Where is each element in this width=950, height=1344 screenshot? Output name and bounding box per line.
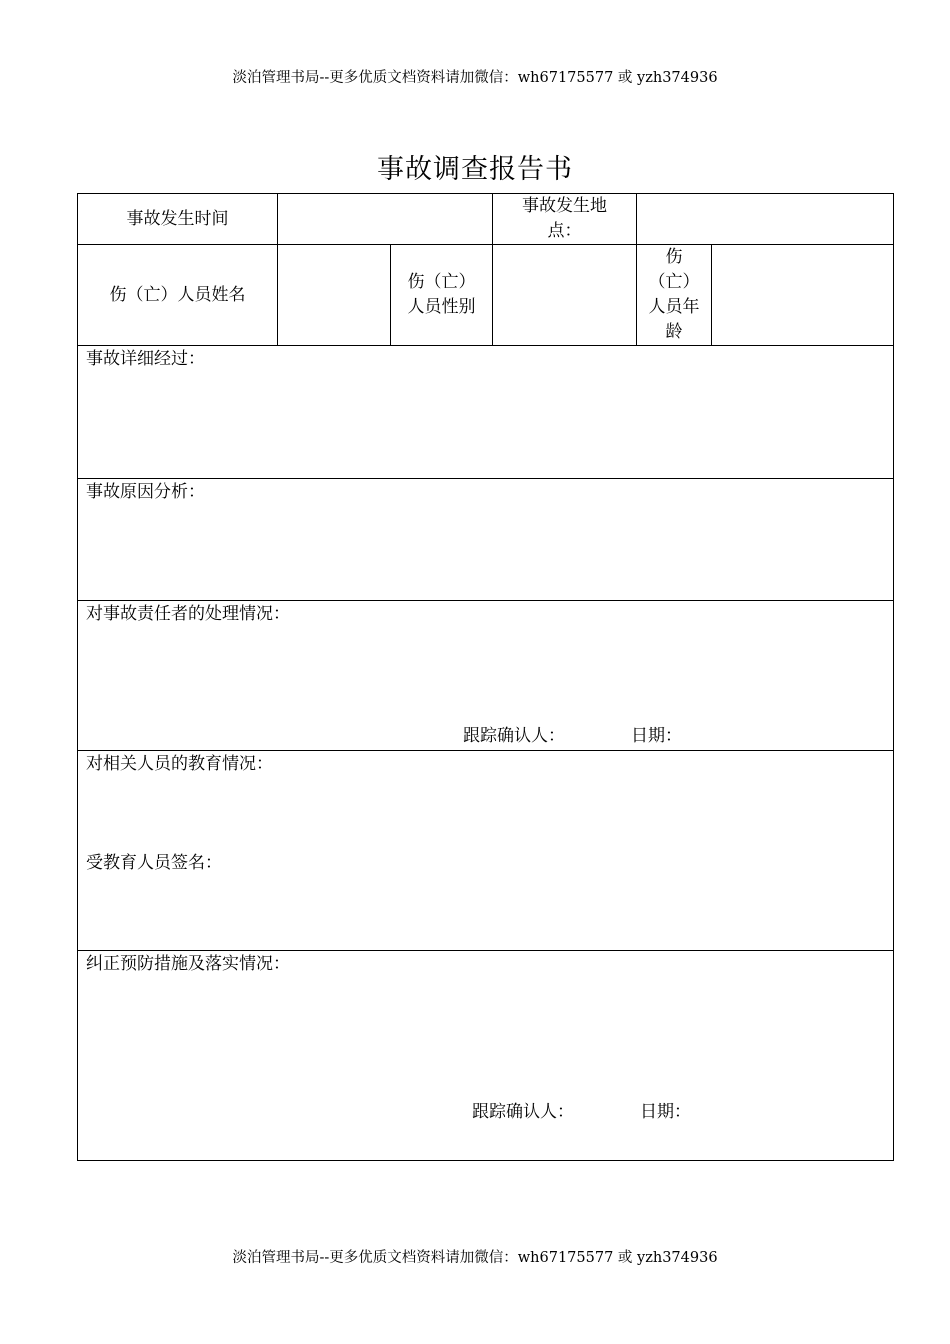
row-responsible-handling xyxy=(78,601,894,751)
row-accident-cause xyxy=(78,479,894,601)
casualty-gender-label xyxy=(391,245,493,346)
responsible-handling-cell[interactable] xyxy=(78,601,894,751)
casualty-name-field[interactable] xyxy=(278,245,391,346)
accident-cause-label: 事故原因分析： xyxy=(86,482,205,502)
corrective-actions-cell[interactable] xyxy=(78,951,894,1161)
accident-place-field[interactable] xyxy=(637,194,894,245)
row-corrective-actions xyxy=(78,951,894,1161)
casualty-age-label-line1: 伤 xyxy=(665,247,683,267)
casualty-gender-field[interactable] xyxy=(493,245,637,346)
footer-note: 淡泊管理书局--更多优质文档资料请加微信：wh67175577 或 yzh374936 xyxy=(232,1250,718,1266)
education-label: 对相关人员的教育情况： xyxy=(86,754,273,774)
row-education xyxy=(78,751,894,951)
accident-report-form xyxy=(77,193,894,1161)
accident-place-label xyxy=(493,194,637,245)
handling-date-label: 日期： xyxy=(631,726,682,746)
casualty-age-label-line4: 龄 xyxy=(665,322,683,342)
corrective-date-label: 日期： xyxy=(640,1102,691,1122)
corrective-actions-label: 纠正预防措施及落实情况： xyxy=(86,954,290,974)
handling-tracker-label: 跟踪确认人： xyxy=(463,726,565,746)
accident-detail-label: 事故详细经过： xyxy=(86,349,205,369)
casualty-age-label-line2: （亡） xyxy=(648,272,700,292)
accident-time-field[interactable] xyxy=(278,194,493,245)
row-casualty-info xyxy=(78,245,894,346)
accident-detail-cell[interactable] xyxy=(78,346,894,479)
accident-place-label-line2: 点： xyxy=(547,221,582,241)
casualty-age-label-line3: 人员年 xyxy=(648,297,700,317)
casualty-gender-label-line1: 伤（亡） xyxy=(407,272,476,292)
row-accident-detail xyxy=(78,346,894,479)
accident-place-label-line1: 事故发生地 xyxy=(522,196,607,216)
casualty-name-label: 伤（亡）人员姓名 xyxy=(78,245,278,346)
education-cell[interactable] xyxy=(78,751,894,951)
casualty-age-label xyxy=(637,245,712,346)
casualty-gender-label-line2: 人员性别 xyxy=(407,297,476,317)
casualty-age-field[interactable] xyxy=(712,245,894,346)
header-note: 淡泊管理书局--更多优质文档资料请加微信：wh67175577 或 yzh374936 xyxy=(232,70,718,86)
row-time-place xyxy=(78,194,894,245)
accident-cause-cell[interactable] xyxy=(78,479,894,601)
education-signature-label: 受教育人员签名： xyxy=(86,853,222,873)
corrective-tracker-label: 跟踪确认人： xyxy=(472,1102,574,1122)
document-title: 事故调查报告书 xyxy=(377,154,573,185)
accident-time-label: 事故发生时间 xyxy=(78,194,278,245)
responsible-handling-label: 对事故责任者的处理情况： xyxy=(86,604,290,624)
